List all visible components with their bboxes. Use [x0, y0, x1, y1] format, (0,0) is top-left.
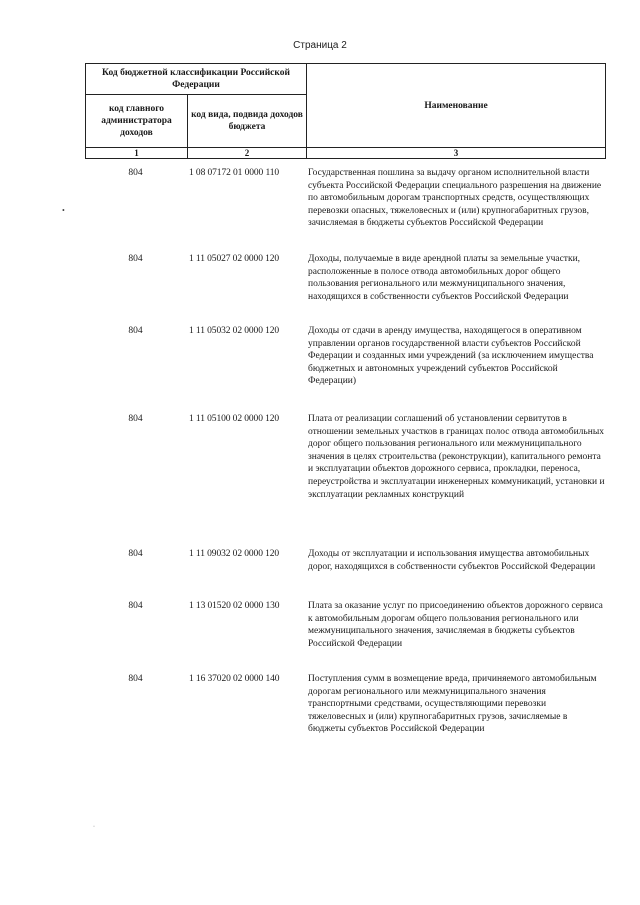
income-name: Доходы от эксплуатации и использования имущества автомобильных дорог, находящихся в собственности субъектов Российской Федерации	[308, 549, 596, 572]
column-number-2: 2	[188, 148, 307, 159]
admin-code: 804	[128, 601, 143, 611]
income-code: 1 08 07172 01 0000 110	[189, 168, 280, 178]
admin-code: 804	[128, 168, 143, 178]
table-header	[85, 63, 606, 159]
income-code: 1 13 01520 02 0000 130	[189, 601, 280, 611]
income-code: 1 16 37020 02 0000 140	[189, 674, 280, 684]
header-income-code-column: код вида, подвида доходов бюджета	[188, 95, 307, 148]
income-name: Государственная пошлина за выдачу органом исполнительной власти субъекта Российской Федерации специального разрешения на движение по автомобильным дорогам транспортных средств, осуществляющих перевозки опасных, тяжеловесных и (или) крупногабаритных грузов, зачисляемая в бюджеты субъектов Российской Федерации	[308, 168, 602, 229]
header-group-title: Код бюджетной классификации Российской Федерации	[86, 64, 307, 95]
income-name: Плата от реализации соглашений об установлении сервитутов в отношении земельных участков в границах полос отвода автомобильных дорог общего пользования регионального или межмуниципального значения в целях строительства (реконструкции), капитального ремонта и эксплуатации объектов дорожного сервиса, прокладки, переноса, переустройства и эксплуатации инженерных коммуникаций, установки и эксплуатации рекламных конструкций	[308, 414, 605, 500]
admin-code: 804	[128, 414, 143, 424]
admin-code: 804	[128, 549, 143, 559]
income-code: 1 11 05100 02 0000 120	[189, 414, 280, 424]
header-name-column: Наименование	[307, 64, 606, 148]
income-name: Доходы, получаемые в виде арендной платы за земельные участки, расположенные в полосе отвода автомобильных дорог общего пользования регионального или межмуниципального значения, находящихся в собственности субъектов Российской Федерации	[308, 254, 581, 302]
income-name: Поступления сумм в возмещение вреда, причиняемого автомобильным дорогам регионального или межмуниципального значения транспортными средствами, осуществляющими перевозки тяжеловесных и (или) крупногабаритных грузов, зачисляемые в бюджеты субъектов Российской Федерации	[308, 674, 597, 735]
page-number: Страница 2	[293, 40, 347, 51]
admin-code: 804	[128, 674, 143, 684]
income-name: Доходы от сдачи в аренду имущества, находящегося в оперативном управлении органов государственной власти субъектов Российской Федерации и созданных ими учреждений (за исключением имущества бюджетных и автономных учреждений субъектов Российской Федерации)	[308, 326, 594, 387]
admin-code: 804	[128, 254, 143, 264]
header-admin-code-column: код главного администратора доходов	[86, 95, 188, 148]
income-name: Плата за оказание услуг по присоединению объектов дорожного сервиса к автомобильным дорогам общего пользования регионального или межмуниципального значения, зачисляемая в бюджеты субъектов Российской Федерации	[308, 601, 603, 649]
column-number-3: 3	[307, 148, 606, 159]
column-number-1: 1	[86, 148, 188, 159]
income-code: 1 11 09032 02 0000 120	[189, 549, 280, 559]
admin-code: 804	[128, 326, 143, 336]
income-code: 1 11 05032 02 0000 120	[189, 326, 280, 336]
income-code: 1 11 05027 02 0000 120	[189, 254, 280, 264]
scan-speck: ·	[93, 824, 95, 830]
scan-speck: •	[62, 206, 65, 215]
